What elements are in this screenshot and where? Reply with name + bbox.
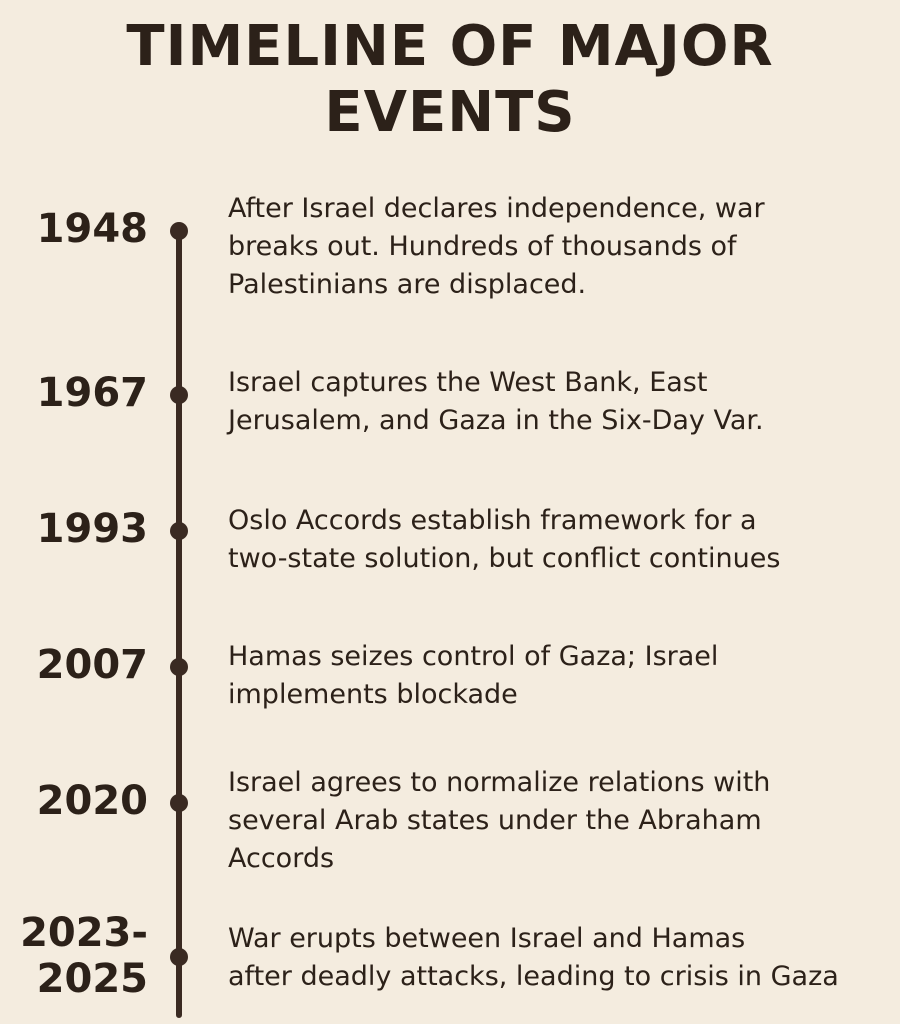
event-year: 2020 [36,778,148,824]
title-line-2: EVENTS [324,80,576,145]
event-description: Hamas seizes control of Gaza; Israel implements blockade [228,641,719,710]
event-description: Israel agrees to normalize relations with several Arab states under the Abraham Accords [228,767,771,874]
timeline-marker-dot [170,948,188,966]
timeline-marker-dot [170,386,188,404]
event-year: 1993 [36,506,148,552]
event-year: 2007 [36,642,148,688]
page-title [0,14,900,146]
event-description: After Israel declares independence, war breaks out. Hundreds of thousands of Palestinians are displaced. [228,193,765,300]
title-line-1: TIMELINE OF MAJOR [126,14,774,79]
event-year: 1948 [36,206,148,252]
timeline-marker-dot [170,222,188,240]
event-description: Israel captures the West Bank, East Jerusalem, and Gaza in the Six-Day Var. [228,367,764,436]
timeline-marker-dot [170,794,188,812]
event-description: War erupts between Israel and Hamas after deadly attacks, leading to crisis in Gaza [228,923,839,992]
event-description: Oslo Accords establish framework for a two-state solution, but conflict continues [228,505,781,574]
event-year: 1967 [36,370,148,416]
timeline-axis [176,228,182,1018]
timeline-marker-dot [170,658,188,676]
timeline-marker-dot [170,522,188,540]
event-year: 2023- 2025 [20,910,148,1002]
